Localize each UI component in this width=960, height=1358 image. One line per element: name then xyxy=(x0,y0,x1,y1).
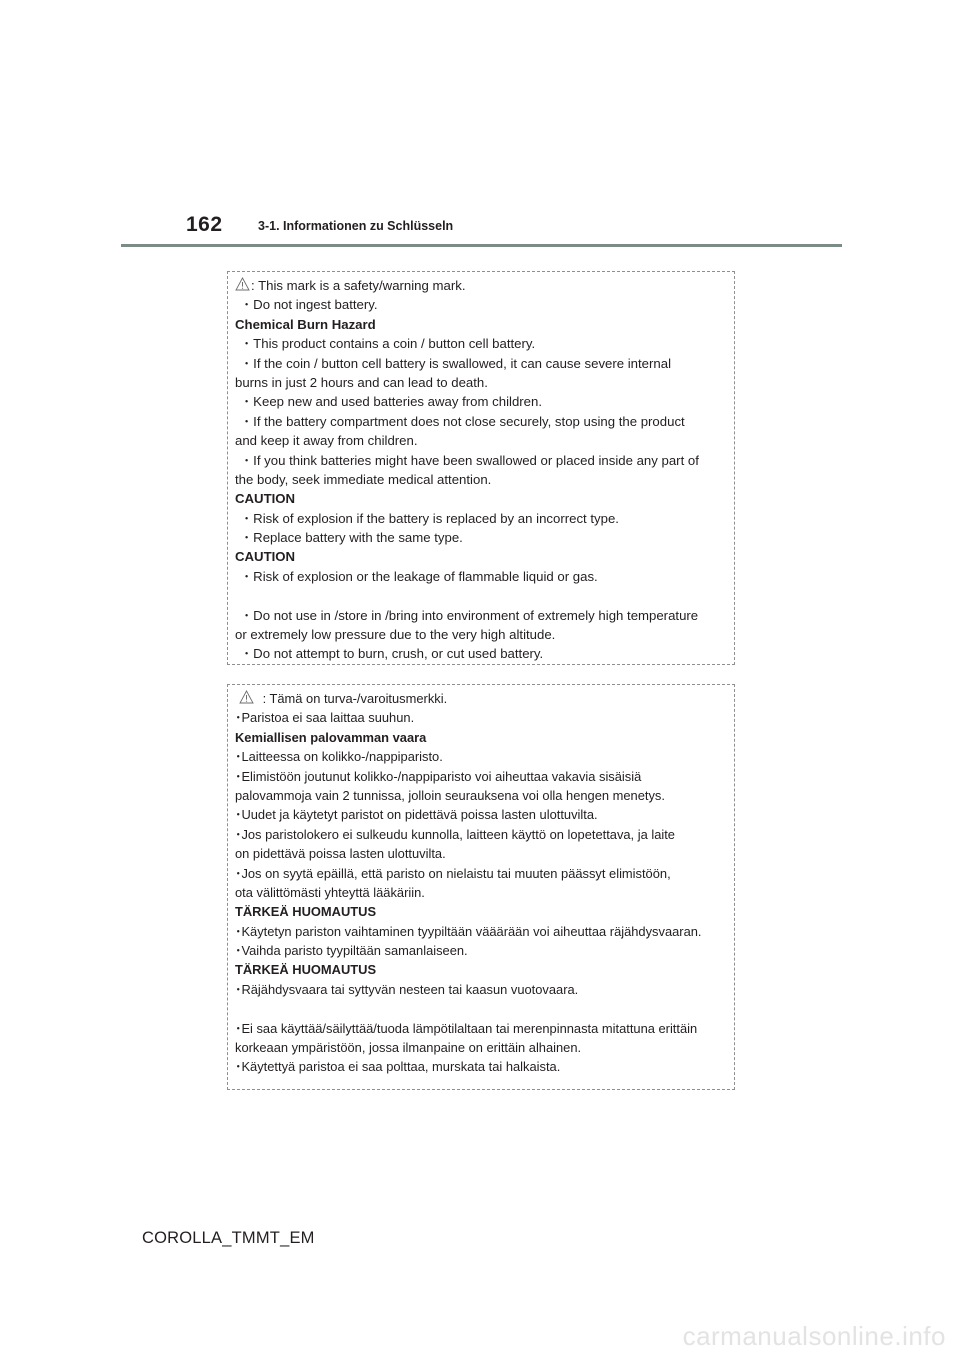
text-line: or extremely low pressure due to the very high altitude. xyxy=(235,627,556,643)
heading-line: CAUTION xyxy=(235,549,296,565)
text-line: korkeaan ympäristöön, jossa ilmanpaine on erittäin alhainen. xyxy=(235,1040,582,1056)
spacer xyxy=(235,586,728,605)
text-line: ota välittömästi yhteyttä lääkäriin. xyxy=(235,884,425,900)
spacer xyxy=(235,999,728,1018)
text-line: ･Jos paristolokero ei sulkeudu kunnolla, laitteen käyttö on lopetettava, ja laite xyxy=(235,826,675,842)
text-line: ・Do not ingest battery. xyxy=(240,297,378,313)
text-line: ･Jos on syytä epäillä, että paristo on nielaistu tai muuten päässyt elimistöön, xyxy=(235,865,671,881)
text-line: ・Risk of explosion or the leakage of flammable liquid or gas. xyxy=(240,568,598,584)
warning-triangle-icon xyxy=(239,690,254,704)
text-line: ･Käytetyn pariston vaihtaminen tyypiltään vääärään voi aiheuttaa räjähdysvaaran. xyxy=(235,923,702,939)
heading-line: Chemical Burn Hazard xyxy=(235,316,376,332)
text-line: ･Ei saa käyttää/säilyttää/tuoda lämpötilaltaan tai merenpinnasta mitattuna erittäin xyxy=(235,1020,698,1036)
text-line: ・Do not use in /store in /bring into environment of extremely high temperature xyxy=(240,607,699,623)
section-title: 3-1. Informationen zu Schlüsseln xyxy=(258,219,454,233)
text-line: ･Vaihda paristo tyypiltään samanlaiseen. xyxy=(235,943,468,959)
warning-triangle-icon xyxy=(235,277,250,291)
text-line: burns in just 2 hours and can lead to death. xyxy=(235,374,488,390)
warning-mark-line: : Tämä on turva-/varoitusmerkki. xyxy=(235,689,728,708)
text-line: ･Laitteessa on kolikko-/nappiparisto. xyxy=(235,749,443,765)
text-line: ・If you think batteries might have been swallowed or placed inside any part of xyxy=(240,452,699,468)
text-line: ・If the coin / button cell battery is swallowed, it can cause severe internal xyxy=(240,355,672,371)
text-line: ･Paristoa ei saa laittaa suuhun. xyxy=(235,710,415,726)
text-line: ･Räjähdysvaara tai syttyvän nesteen tai kaasun vuotovaara. xyxy=(235,981,579,997)
warning-box-english xyxy=(227,271,735,665)
heading-line: CAUTION xyxy=(235,491,296,507)
text-line: on pidettävä poissa lasten ulottuvilta. xyxy=(235,846,446,862)
text-line: ・Replace battery with the same type. xyxy=(240,530,463,546)
text-line: ・If the battery compartment does not close securely, stop using the product xyxy=(240,413,685,429)
text-line: ・This product contains a coin / button cell battery. xyxy=(240,336,536,352)
heading-line: TÄRKEÄ HUOMAUTUS xyxy=(235,904,377,920)
warning-box-finnish xyxy=(227,684,735,1090)
text-line: ･Käytettyä paristoa ei saa polttaa, murskata tai halkaista. xyxy=(235,1059,561,1075)
watermark: carmanualsonline.info xyxy=(682,1321,946,1351)
text-line: ･Uudet ja käytetyt paristot on pidettävä poissa lasten ulottuvilta. xyxy=(235,807,598,823)
text-line: ・Risk of explosion if the battery is replaced by an incorrect type. xyxy=(240,510,619,526)
heading-line: TÄRKEÄ HUOMAUTUS xyxy=(235,962,377,978)
text-line: and keep it away from children. xyxy=(235,433,418,449)
text-line: ・Do not attempt to burn, crush, or cut used battery. xyxy=(240,646,544,662)
warning-mark-line: : This mark is a safety/warning mark. xyxy=(235,276,728,295)
model-code-footer: COROLLA_TMMT_EM xyxy=(142,1229,315,1247)
header-divider xyxy=(121,244,842,247)
heading-line: Kemiallisen palovamman vaara xyxy=(235,729,427,745)
text-line: the body, seek immediate medical attention. xyxy=(235,471,492,487)
text-line: ・Keep new and used batteries away from children. xyxy=(240,394,543,410)
page-number: 162 xyxy=(186,213,223,236)
text-line: palovammoja vain 2 tunnissa, jolloin seurauksena voi olla hengen menetys. xyxy=(235,787,665,803)
text-line: ･Elimistöön joutunut kolikko-/nappiparisto voi aiheuttaa vakavia sisäisiä xyxy=(235,768,642,784)
